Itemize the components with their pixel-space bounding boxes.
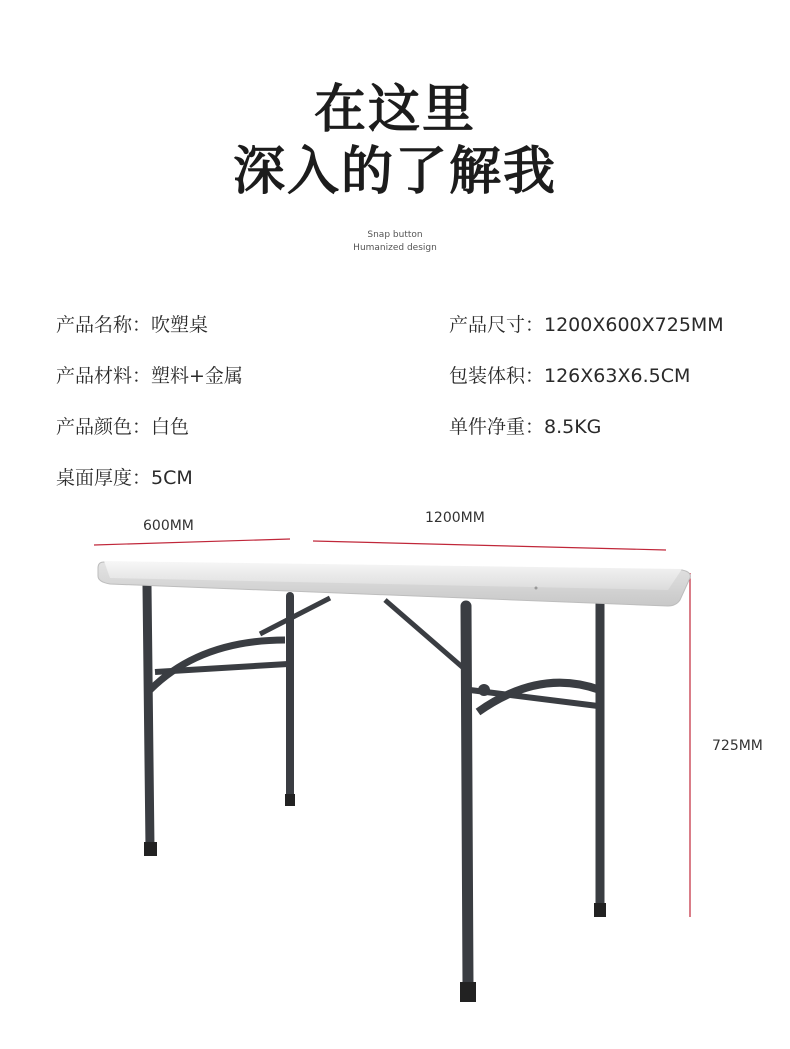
- back-right-leg: [594, 598, 606, 917]
- headline-line-2: 深入的了解我: [232, 142, 557, 202]
- spec-product-material: 产品材料：塑料+金属: [56, 365, 243, 387]
- spec-tabletop-thickness: 桌面厚度：5CM: [56, 467, 193, 489]
- front-right-leg: [460, 606, 476, 1002]
- length-dimension-line: [313, 541, 666, 550]
- spec-product-name: 产品名称：吹塑桌: [56, 314, 209, 336]
- length-dimension-label: 1200MM: [425, 510, 485, 526]
- back-left-leg: [285, 596, 295, 806]
- depth-dimension-label: 600MM: [143, 518, 194, 534]
- height-dimension-label: 725MM: [712, 738, 763, 754]
- front-left-leg: [144, 586, 157, 856]
- subheading-line-1: Snap button: [367, 230, 423, 240]
- depth-dimension-line: [94, 539, 290, 545]
- spec-product-color: 产品颜色：白色: [56, 416, 190, 438]
- headline-line-1: 在这里: [313, 80, 476, 140]
- spec-net-weight: 单件净重：8.5KG: [449, 416, 602, 438]
- subheading-line-2: Humanized design: [353, 243, 437, 253]
- left-brace: [150, 598, 330, 690]
- tabletop: [98, 561, 690, 606]
- spec-package-volume: 包装体积：126X63X6.5CM: [449, 365, 691, 387]
- spec-product-size: 产品尺寸：1200X600X725MM: [449, 314, 724, 336]
- right-brace: [385, 600, 600, 712]
